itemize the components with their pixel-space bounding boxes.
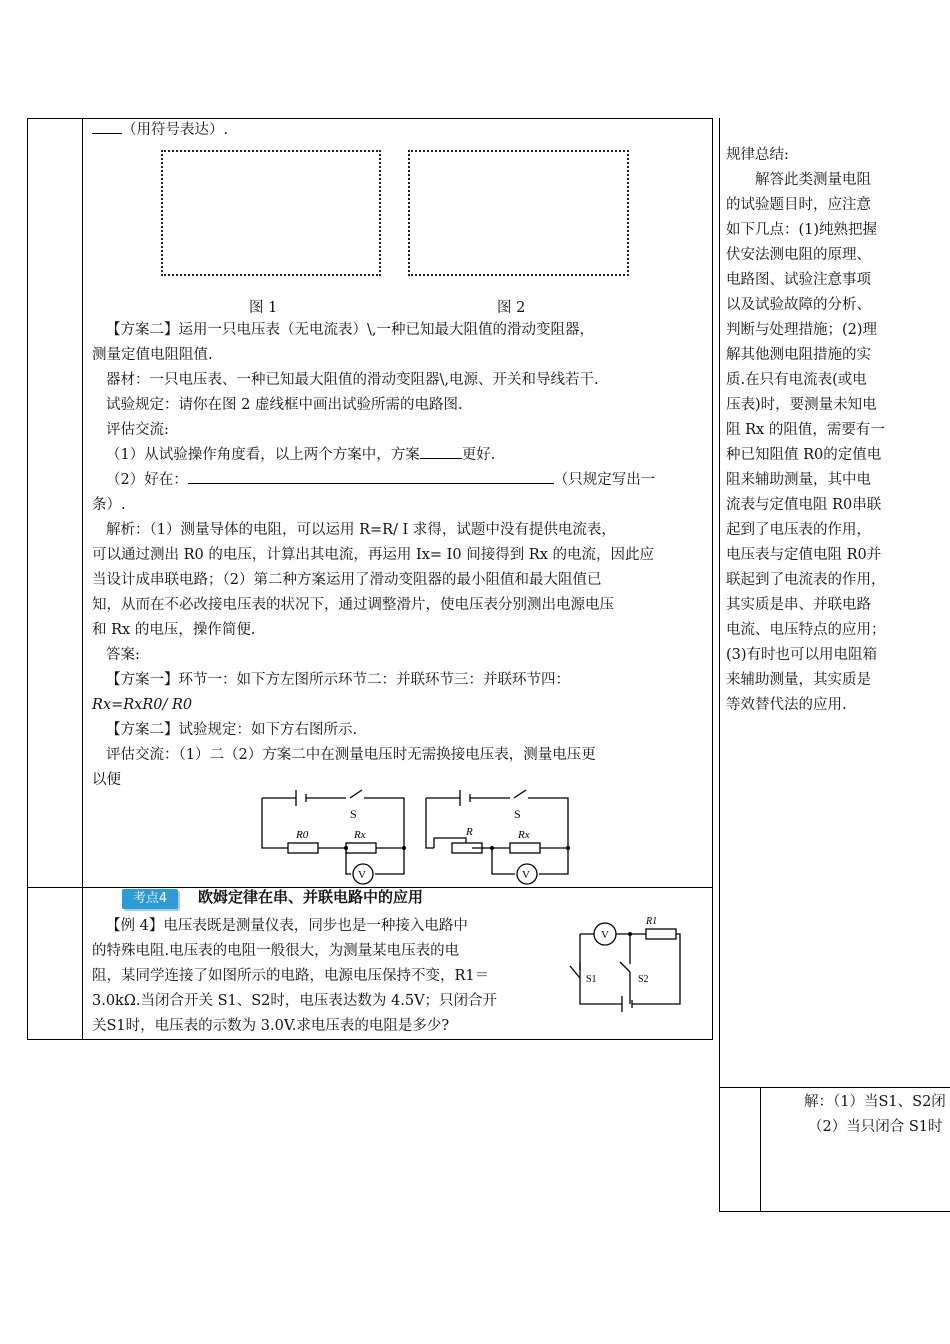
- ex4-label-v: V: [601, 929, 609, 941]
- figure-2-caption: 图 2: [497, 300, 526, 316]
- summary-line: 以及试验故障的分析、: [726, 297, 871, 313]
- solution-line1: 解：（1）当S1、S2闭: [804, 1094, 946, 1110]
- question-1-suffix: 更好.: [461, 447, 496, 463]
- main-table-bottom-border: [27, 1039, 713, 1040]
- summary-line: 解其他测电阻措施的实: [726, 347, 871, 363]
- topic-badge: 考点4: [122, 889, 178, 909]
- answer-blank-line: [92, 118, 228, 143]
- analysis-line5: 和 Rx 的电压，操作简便.: [92, 622, 256, 638]
- main-table-left-border: [27, 118, 28, 1040]
- summary-line: 的试验题目时，应注意: [726, 197, 871, 213]
- summary-line: 等效替代法的应用.: [726, 697, 847, 713]
- answer-line1: 【方案一】环节一：如下方左图所示环节二：并联环节三：并联环节四：: [106, 672, 570, 688]
- circuit-label-r: R: [466, 826, 473, 838]
- figure-2-dashed-box: [408, 150, 629, 276]
- summary-line: 解答此类测量电阻: [726, 172, 871, 188]
- summary-line: 压表)时，要测量未知电: [726, 397, 877, 413]
- plan2-line2: 测量定值电阻阻值.: [92, 347, 213, 363]
- question-1-blank: [420, 458, 462, 459]
- summary-line: 阻 Rx 的阻值，需要有一: [726, 422, 885, 438]
- equipment-line: 器材：一只电压表、一种已知最大阻值的滑动变阻器\,电源、开关和导线若干.: [106, 372, 599, 388]
- summary-line: 阻来辅助测量，其中电: [726, 472, 871, 488]
- example4-line5: 关S1时，电压表的示数为 3.0V.求电压表的电阻是多少?: [92, 1018, 450, 1034]
- circuit-label-v: V: [358, 869, 366, 881]
- summary-line: 规律总结:: [726, 147, 789, 163]
- summary-line: 质.在只有电流表(或电: [726, 372, 867, 388]
- circuit-label-s: S: [350, 807, 357, 821]
- answer-line2: Rx=RxR0/ R0: [92, 697, 193, 713]
- summary-line: 电流、电压特点的应用；: [726, 622, 886, 638]
- analysis-line1: 解析：（1）测量导体的电阻，可以运用 R=R/ I 求得，试题中没有提供电流表，: [106, 522, 616, 538]
- summary-line: 起到了电压表的作用，: [726, 522, 871, 538]
- summary-line: 流表与定值电阻 R0串联: [726, 497, 882, 513]
- example4-line4: 3.0kΩ.当闭合开关 S1、S2时，电压表达数为 4.5V；只闭合开: [92, 993, 498, 1009]
- summary-line: 来辅助测量，其实质是: [726, 672, 871, 688]
- summary-line: 其实质是串、并联电路: [726, 597, 871, 613]
- example4-line3: 阻，某同学连接了如图所示的电路，电源电压保持不变，R1＝: [92, 968, 490, 984]
- analysis-line3: 当设计成串联电路；（2）第二种方案运用了滑动变阻器的最小阻值和最大阻值已: [92, 572, 602, 588]
- question-1-line: [106, 443, 495, 468]
- evaluation-title: 评估交流:: [106, 422, 169, 438]
- analysis-line2: 可以通过测出 R0 的电压，计算出其电流，再运用 Ix= I0 间接得到 Rx 的电流，因此应: [92, 547, 655, 563]
- blank-underline: [92, 133, 122, 134]
- figure-1-dashed-box: [161, 150, 381, 276]
- example4-line2: 的特殊电阻.电压表的电阻一般很大，为测量某电压表的电: [92, 943, 460, 959]
- answer-circuit-right: [422, 786, 572, 886]
- solution-line2: （2）当只闭合 S1时: [808, 1119, 943, 1135]
- requirement-line: 试验规定：请你在图 2 虚线框中画出试验所需的电路图.: [106, 397, 463, 413]
- circuit-label-rx: Rx: [354, 829, 366, 841]
- summary-line: (3)有时也可以用电阻箱: [726, 647, 878, 663]
- main-table-col-divider: [82, 118, 83, 1040]
- bottom-table-bottom-border: [719, 1211, 950, 1212]
- circuit-label-v: V: [522, 869, 530, 881]
- circuit-label-r0: R0: [296, 829, 309, 841]
- figure-1-caption: 图 1: [249, 300, 278, 316]
- main-table-right-border: [712, 118, 713, 1040]
- summary-line: 种已知阻值 R0的定值电: [726, 447, 882, 463]
- summary-line: 如下几点：(1)纯熟把握: [726, 222, 878, 238]
- question-2-suffix: （只规定写出一: [553, 472, 656, 488]
- symbol-hint-text: （用符号表达）.: [122, 122, 229, 138]
- analysis-line4: 知，从而在不必改接电压表的状况下，通过调整滑片，使电压表分别测出电源电压: [92, 597, 614, 613]
- answer-circuit-left: [258, 786, 408, 886]
- question-2-line: [106, 468, 655, 493]
- summary-line: 联起到了电流表的作用，: [726, 572, 886, 588]
- summary-line: 判断与处理措施；(2)理: [726, 322, 878, 338]
- rule-summary: [726, 143, 906, 718]
- bottom-table-col-divider: [760, 1087, 761, 1212]
- answer-line5: 以便: [92, 772, 121, 788]
- section-heading: 欧姆定律在串、并联电路中的应用: [198, 888, 424, 906]
- circuit-label-s: S: [514, 807, 521, 821]
- bottom-table-top-border: [719, 1087, 950, 1088]
- ex4-label-s1: S1: [586, 974, 597, 985]
- example4-line1: 【例 4】电压表既是测量仪表，同步也是一种接入电路中: [106, 918, 468, 934]
- answer-line3: 【方案二】试验规定：如下方右图所示.: [106, 722, 358, 738]
- circuit-label-rx: Rx: [518, 829, 530, 841]
- example4-circuit: [568, 910, 686, 1026]
- question-2-blank: [188, 483, 554, 484]
- summary-line: 电路图、试验注意事项: [726, 272, 871, 288]
- side-column-border: [719, 118, 720, 1212]
- question-1-prefix: （1）从试验操作角度看，以上两个方案中，方案: [106, 447, 420, 463]
- answer-line4: 评估交流：（1）二（2）方案二中在测量电压时无需换接电压表，测量电压更: [106, 747, 596, 763]
- ex4-label-s2: S2: [638, 974, 649, 985]
- plan2-line1: 【方案二】运用一只电压表（无电流表）\,一种已知最大阻值的滑动变阻器，: [106, 322, 594, 338]
- summary-line: 电压表与定值电阻 R0并: [726, 547, 882, 563]
- question-2-tail: 条）.: [92, 497, 126, 513]
- ex4-label-r1: R1: [646, 916, 658, 927]
- question-2-prefix: （2）好在：: [106, 472, 188, 488]
- answer-title: 答案:: [106, 647, 140, 663]
- summary-line: 伏安法测电阻的原理、: [726, 247, 871, 263]
